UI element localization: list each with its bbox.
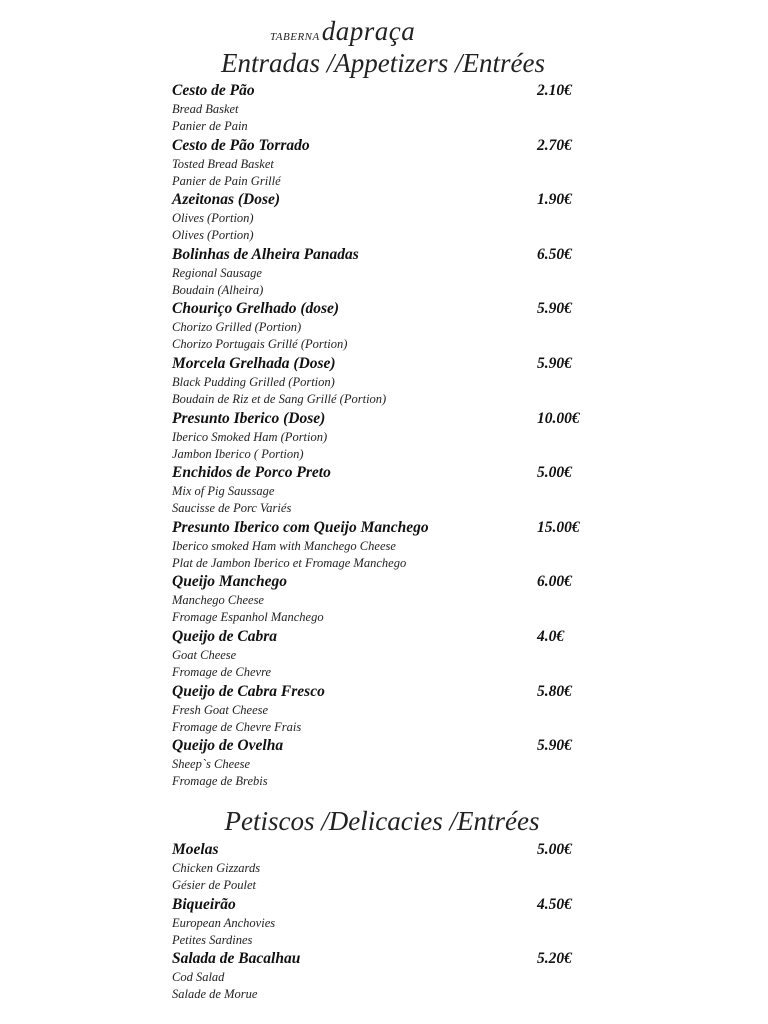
menu-item-name: Queijo Manchego	[172, 573, 287, 591]
menu-item-french: Olives (Portion)	[172, 228, 254, 243]
menu-item-name: Queijo de Ovelha	[172, 737, 284, 755]
menu-item-name: Moelas	[172, 841, 219, 858]
menu-item-english: Chicken Gizzards	[172, 861, 261, 875]
menu-item	[172, 573, 612, 628]
menu-item-name: Azeitonas (Dose)	[172, 191, 281, 209]
menu-item	[172, 464, 612, 519]
menu-item-english: Chorizo Grilled (Portion)	[172, 320, 302, 335]
menu-item-english: Tosted Bread Basket	[172, 156, 274, 171]
menu-item	[172, 82, 612, 137]
menu-item-price: 6.00€	[537, 573, 572, 591]
menu-item	[172, 519, 612, 574]
menu-item-french: Fromage de Chevre	[172, 664, 272, 679]
menu-item-name: Bolinhas de Alheira Panadas	[172, 245, 359, 263]
menu-item	[172, 896, 612, 951]
menu-item-price: 5.20€	[537, 950, 572, 968]
menu-item-english: Sheep`s Cheese	[172, 757, 251, 772]
menu-item-price: 6.50€	[537, 245, 572, 263]
menu-item-name: Salada de Bacalhau	[172, 950, 301, 968]
menu-item-price: 5.00€	[537, 841, 572, 858]
menu-item-price: 15.00€	[537, 518, 580, 536]
menu-item-french: Fromage de Brebis	[172, 774, 268, 789]
appetizers-menu	[172, 82, 612, 792]
menu-item	[172, 737, 612, 792]
menu-item	[172, 841, 612, 896]
menu-item-name: Queijo de Cabra Fresco	[172, 682, 325, 700]
menu-item-price: 10.00€	[537, 409, 580, 427]
logo-taberna-text: TABERNA	[270, 31, 320, 43]
menu-item-french: Boudain (Alheira)	[172, 282, 264, 297]
menu-item	[172, 683, 612, 738]
menu-item-price: 2.10€	[537, 82, 572, 99]
menu-item-price: 5.90€	[537, 737, 572, 755]
section-title-appetizers: Entradas /Appetizers /Entrées	[221, 48, 545, 78]
menu-item-price: 2.70€	[537, 136, 572, 154]
menu-item-english: Manchego Cheese	[172, 593, 264, 608]
menu-item-english: Olives (Portion)	[172, 211, 254, 226]
menu-item-price: 5.90€	[537, 300, 572, 318]
menu-item-french: Petites Sardines	[172, 932, 253, 947]
menu-item-name: Cesto de Pão	[172, 82, 255, 99]
menu-item-english: European Anchovies	[172, 915, 276, 930]
menu-item-french: Boudain de Riz et de Sang Grillé (Portion)	[172, 391, 387, 406]
menu-item-name: Presunto Iberico (Dose)	[172, 409, 326, 427]
menu-item	[172, 628, 612, 683]
menu-item-french: Saucisse de Porc Variés	[172, 501, 292, 516]
menu-item-english: Black Pudding Grilled (Portion)	[172, 374, 335, 389]
menu-item-english: Fresh Goat Cheese	[172, 702, 269, 717]
menu-item-french: Chorizo Portugais Grillé (Portion)	[172, 337, 348, 352]
menu-item-name: Enchidos de Porco Preto	[172, 464, 331, 482]
menu-item-french: Fromage Espanhol Manchego	[172, 610, 324, 625]
menu-item-price: 4.50€	[537, 895, 572, 913]
menu-item-english: Goat Cheese	[172, 647, 237, 662]
restaurant-logo	[270, 16, 415, 48]
menu-item-name: Morcela Grelhada (Dose)	[172, 354, 336, 372]
menu-item-english: Iberico Smoked Ham (Portion)	[172, 429, 328, 444]
menu-item-english: Bread Basket	[172, 102, 239, 116]
menu-item-name: Biqueirão	[172, 895, 236, 913]
menu-item-french: Jambon Iberico ( Portion)	[172, 446, 304, 461]
menu-item-name: Cesto de Pão Torrado	[172, 136, 310, 154]
menu-item	[172, 300, 612, 355]
menu-item-english: Regional Sausage	[172, 265, 262, 280]
logo-dapraca-text: dapraça	[321, 16, 416, 46]
menu-item-french: Gésier de Poulet	[172, 878, 257, 892]
menu-item-name: Chouriço Grelhado (dose)	[172, 300, 340, 318]
menu-item-french: Fromage de Chevre Frais	[172, 719, 302, 734]
menu-item-price: 1.90€	[537, 191, 572, 209]
menu-item-english: Cod Salad	[172, 970, 225, 985]
menu-item-price: 4.0€	[537, 627, 565, 645]
menu-item-french: Panier de Pain	[172, 119, 248, 133]
section-title-delicacies: Petiscos /Delicacies /Entrées	[224, 806, 540, 836]
menu-item	[172, 355, 612, 410]
menu-item-price: 5.00€	[537, 464, 572, 482]
delicacies-menu	[172, 841, 612, 1005]
menu-item-english: Mix of Pig Saussage	[172, 484, 275, 499]
menu-item-french: Plat de Jambon Iberico et Fromage Manchego	[172, 555, 407, 570]
menu-item	[172, 246, 612, 301]
menu-item	[172, 950, 612, 1005]
menu-item	[172, 137, 612, 192]
menu-item-name: Presunto Iberico com Queijo Manchego	[172, 518, 429, 536]
menu-item	[172, 191, 612, 246]
menu-item-english: Iberico smoked Ham with Manchego Cheese	[172, 538, 396, 553]
menu-item-french: Salade de Morue	[172, 987, 258, 1002]
menu-item-french: Panier de Pain Grillé	[172, 173, 281, 188]
menu-item-price: 5.90€	[537, 354, 572, 372]
menu-item	[172, 410, 612, 465]
menu-item-name: Queijo de Cabra	[172, 627, 278, 645]
menu-item-price: 5.80€	[537, 682, 572, 700]
